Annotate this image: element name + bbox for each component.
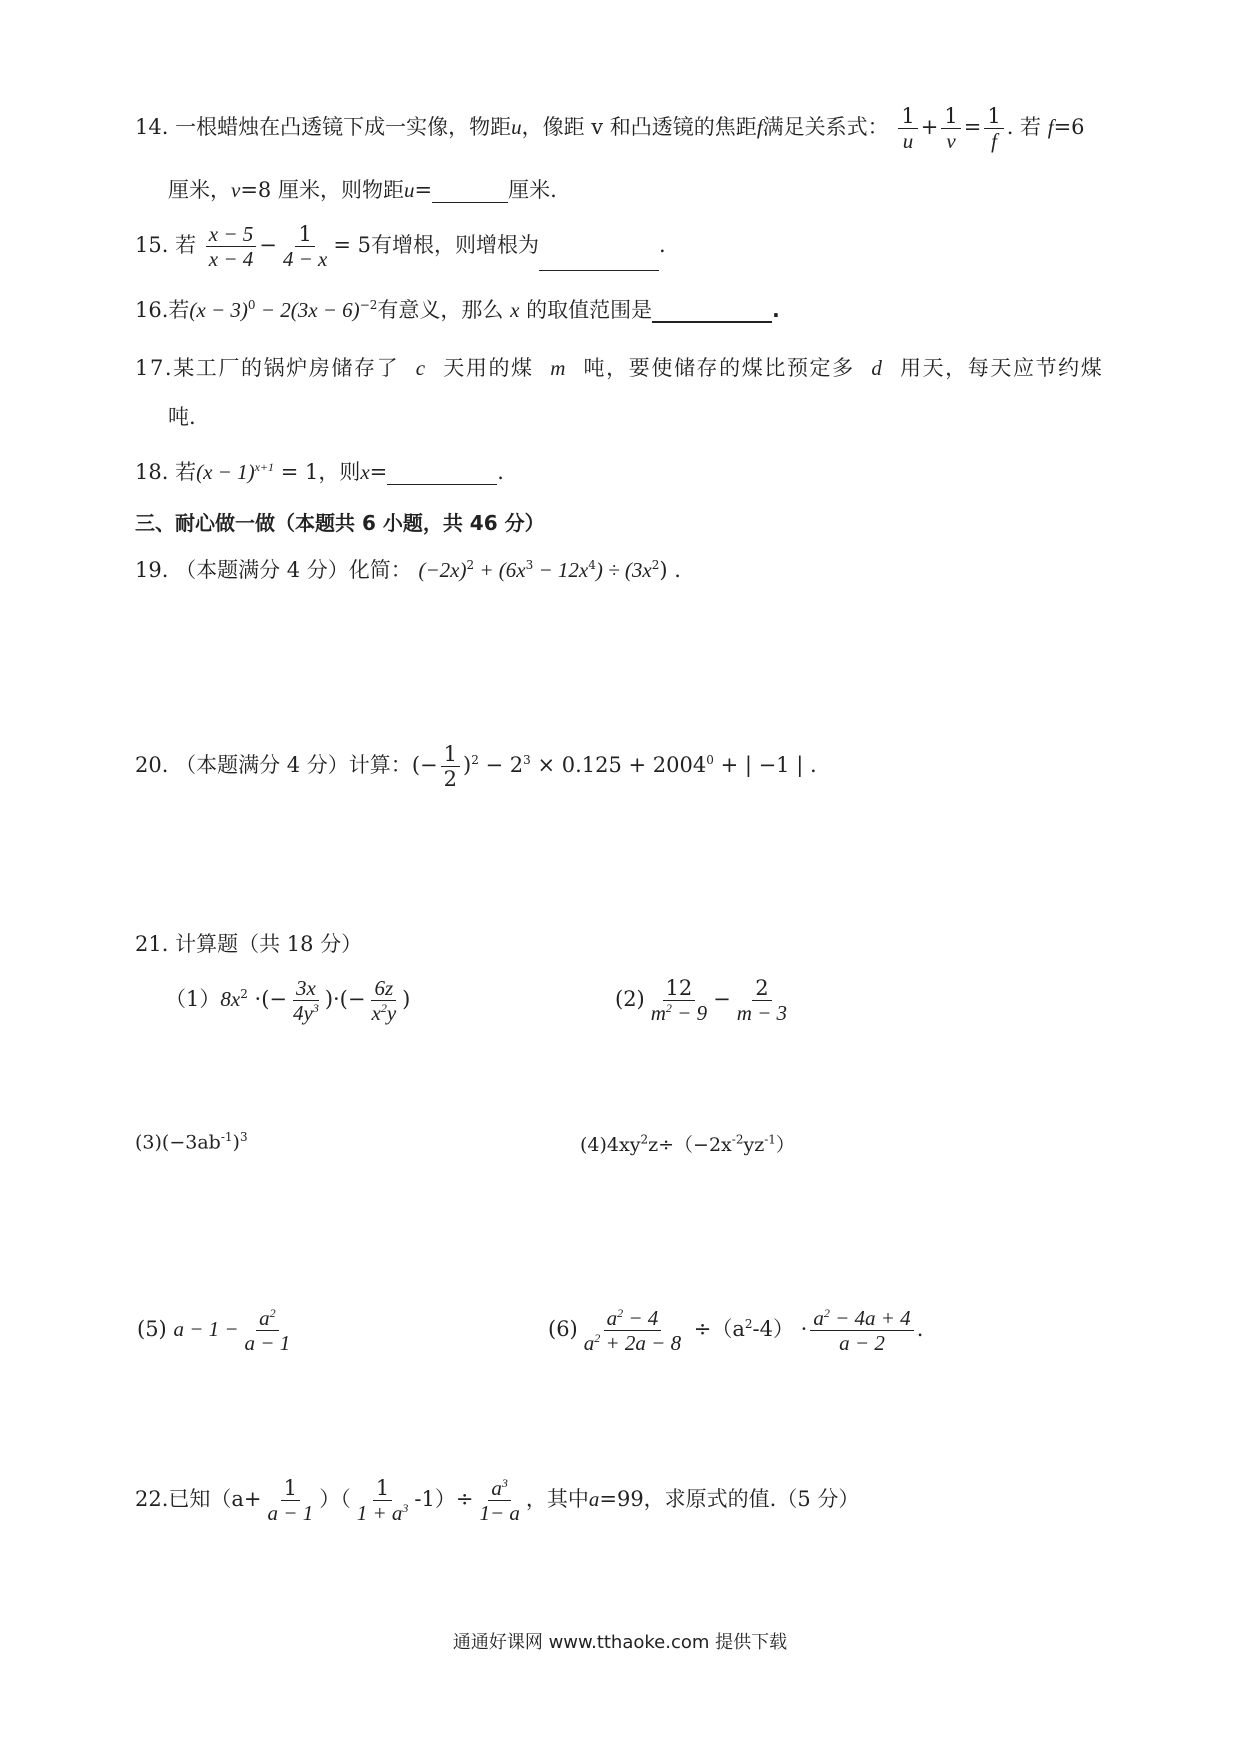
math-expr: + | −1 | .: [713, 753, 817, 778]
q16-text: 若: [168, 298, 190, 322]
exponent: 2: [471, 753, 479, 768]
q14-text: 厘米.: [508, 178, 557, 202]
q16-text: 的取值范围是: [526, 298, 653, 322]
q14-text: =8 厘米，则物距: [240, 178, 404, 202]
math-expr: ): [462, 753, 472, 778]
q14-text: 厘米，: [168, 178, 231, 202]
q21-part-5: (5) a − 1 − $\frac{a^2}{a - 1}$: [137, 1306, 296, 1355]
q17-text: 吨.: [168, 405, 196, 429]
math-expr: + (6x: [474, 558, 526, 582]
var-u: u: [511, 115, 522, 140]
fraction-12-over-m2-9: $\frac{12}{m^2 - 9}$: [650, 976, 708, 1026]
question-number: 14.: [135, 115, 169, 140]
q15-text: 若: [175, 233, 197, 258]
fraction-1-over-2: $\frac{1}{2}$: [441, 742, 460, 791]
fraction-x5-over-x4: $\frac{x - 5}{x - 4}$: [206, 222, 257, 271]
fraction-a2-4a-4-over-a-2: $\frac{a^2 - 4a + 4}{a - 2}$: [810, 1306, 913, 1355]
q14-text: =6: [1053, 115, 1085, 140]
question-number: 16.: [135, 298, 169, 322]
fraction-a2-4-over-a2-2a-8: $\frac{a^2 - 4}{a^2 + 2a - 8}$: [583, 1306, 682, 1356]
var-f: f: [756, 115, 763, 140]
question-number: 22.: [135, 1487, 169, 1512]
part-tag: (5): [137, 1317, 167, 1342]
exponent: 2: [466, 558, 475, 572]
fraction-2-over-m-3: $\frac{2}{m - 3}$: [736, 976, 788, 1026]
question-number: 17.: [135, 356, 174, 380]
question-17: [135, 356, 1103, 381]
q18-text: 若: [175, 460, 197, 484]
math-expr: (−2x): [418, 558, 467, 582]
footer-source: 通通好课网 www.tthaoke.com 提供下载: [452, 1632, 788, 1653]
question-number: 19.: [135, 558, 169, 582]
part-tag: (4): [580, 1134, 607, 1156]
q17-text: 天用的煤: [443, 356, 534, 380]
var-c: c: [415, 356, 427, 380]
exponent: x+1: [254, 460, 275, 474]
q21-part-4: $(4)4xy^2z\div(-2x^{-2}yz^{-1})$: [580, 1132, 795, 1156]
q17-text: 吨，要使储存的煤比预定多: [583, 356, 855, 380]
exponent: −2: [359, 298, 378, 312]
answer-blank[interactable]: [387, 462, 497, 485]
q20-label: （本题满分 4 分）计算：: [175, 753, 412, 778]
part-tag: (3): [135, 1131, 162, 1154]
fraction-1-over-u: $\frac{1}{u}$: [898, 104, 917, 153]
fraction-a2-over-a-1: $\frac{a^2}{a - 1}$: [244, 1306, 291, 1356]
q14-text: =: [414, 178, 433, 202]
fraction-1-over-a-1: $\frac{1}{a - 1}$: [267, 1476, 314, 1526]
question-number: 18.: [135, 460, 169, 484]
fraction-a3-over-1-a: $\frac{a^3}{1- a}$: [479, 1476, 520, 1526]
fraction-1-over-1-a3: $\frac{1}{1 + a^3}$: [356, 1476, 409, 1526]
q14-text: 满足关系式：: [762, 115, 889, 140]
math-expr: ) ÷ (3x: [595, 558, 652, 582]
question-19: [135, 558, 681, 583]
exponent: 0: [706, 753, 714, 768]
exponent: 0: [247, 298, 256, 312]
section-heading: 三、耐心做一做（本题共 6 小题，共 46 分）: [135, 511, 545, 535]
q14-text: 一根蜡烛在凸透镜下成一实像，物距: [175, 115, 512, 140]
q21-label: 计算题（共 18 分）: [175, 932, 363, 956]
math-expr: (x − 3): [189, 298, 248, 322]
period: .: [772, 298, 780, 322]
q15-text: 有增根，则增根为: [371, 233, 540, 258]
q19-label: （本题满分 4 分）化简：: [175, 558, 412, 582]
var-f: f: [1047, 115, 1054, 140]
period: .: [497, 460, 504, 484]
exponent: 3: [525, 558, 534, 572]
math-expr: (−: [411, 753, 438, 778]
equals-sign: =: [963, 115, 982, 140]
fraction-6z-over-x2y: $\frac{6z}{x^2y}$: [371, 976, 397, 1026]
plus-sign: +: [920, 115, 939, 140]
question-number: 20.: [135, 753, 169, 778]
q14-text: ，像距 v 和凸透镜的焦距: [521, 115, 757, 140]
var-v: v: [231, 178, 241, 202]
var-d: d: [871, 356, 884, 380]
q14-text: . 若: [1006, 115, 1042, 140]
exponent: 3: [523, 753, 531, 768]
fraction-3x-over-4y3: $\frac{3x}{4y^3}$: [292, 976, 319, 1026]
fraction-1-over-v: $\frac{1}{v}$: [941, 104, 960, 153]
minus-sign: −: [259, 233, 277, 258]
q21-part-1: $(1)8x^2$ ·(− $\frac{3x}{4y^3}$ )·(− $\frac{6z}{x^2y}$ ): [165, 976, 411, 1026]
question-number: 21.: [135, 932, 169, 956]
var-x: x: [510, 298, 520, 322]
part-tag: (2): [615, 987, 645, 1012]
answer-blank[interactable]: [652, 299, 772, 323]
period: .: [659, 233, 666, 258]
math-expr: − 2(3x − 6): [255, 298, 360, 322]
part-tag: （1）: [165, 987, 221, 1012]
question-20: [135, 742, 817, 791]
equals-five: = 5: [333, 233, 372, 258]
fraction-1-over-4x: $\frac{1}{4 - x}$: [282, 222, 328, 272]
question-17-line2: [168, 405, 196, 430]
q21-part-6: (6) $\frac{a^2 - 4}{a^2 + 2a - 8}$ $\div(a^2-4)$ · $\frac{a^2 - 4a + 4}{a - 2}$ .: [548, 1306, 924, 1356]
math-expr: − 2: [478, 753, 524, 778]
question-16: [135, 298, 780, 323]
part-tag: (6): [548, 1317, 578, 1342]
equals-sign: =: [369, 460, 388, 484]
fraction-1-over-f: $\frac{1}{f}$: [984, 104, 1003, 153]
math-expr: × 0.125 + 2004: [530, 753, 707, 778]
answer-blank[interactable]: [539, 248, 659, 271]
answer-blank[interactable]: [432, 180, 508, 203]
var-u: u: [403, 178, 415, 202]
q17-text: 用天，每天应节约煤: [899, 356, 1104, 380]
math-expr: ) .: [659, 558, 681, 582]
question-14-line2: [168, 178, 557, 203]
question-number: 15.: [135, 233, 169, 258]
question-21: [135, 932, 362, 957]
q16-text: 有意义，那么: [377, 298, 504, 322]
q17-text: 某工厂的锅炉房储存了: [173, 356, 400, 380]
question-15: [135, 222, 666, 271]
question-22: 22.已知（a+ $\frac{1}{a - 1}$ ）（ $\frac{1}{1 + a^3}$ -1）÷ $\frac{a^3}{1- a}$ ，其中a=99，求原式的值.（5 分）: [135, 1476, 860, 1526]
var-x: x: [360, 460, 370, 484]
q18-text: = 1，则: [274, 460, 361, 484]
math-expr: − 12x: [533, 558, 589, 582]
math-expr: (x − 1): [196, 460, 255, 484]
q21-part-3: $(3)(-3ab^{-1})^3$: [135, 1130, 248, 1154]
question-18: [135, 460, 504, 485]
exponent: 2: [651, 558, 660, 572]
q21-part-2: (2) $\frac{12}{m^2 - 9}$ − $\frac{2}{m - 3}$: [615, 976, 793, 1025]
var-m: m: [550, 356, 567, 380]
exponent: 4: [588, 558, 596, 572]
question-14: [135, 104, 1085, 153]
